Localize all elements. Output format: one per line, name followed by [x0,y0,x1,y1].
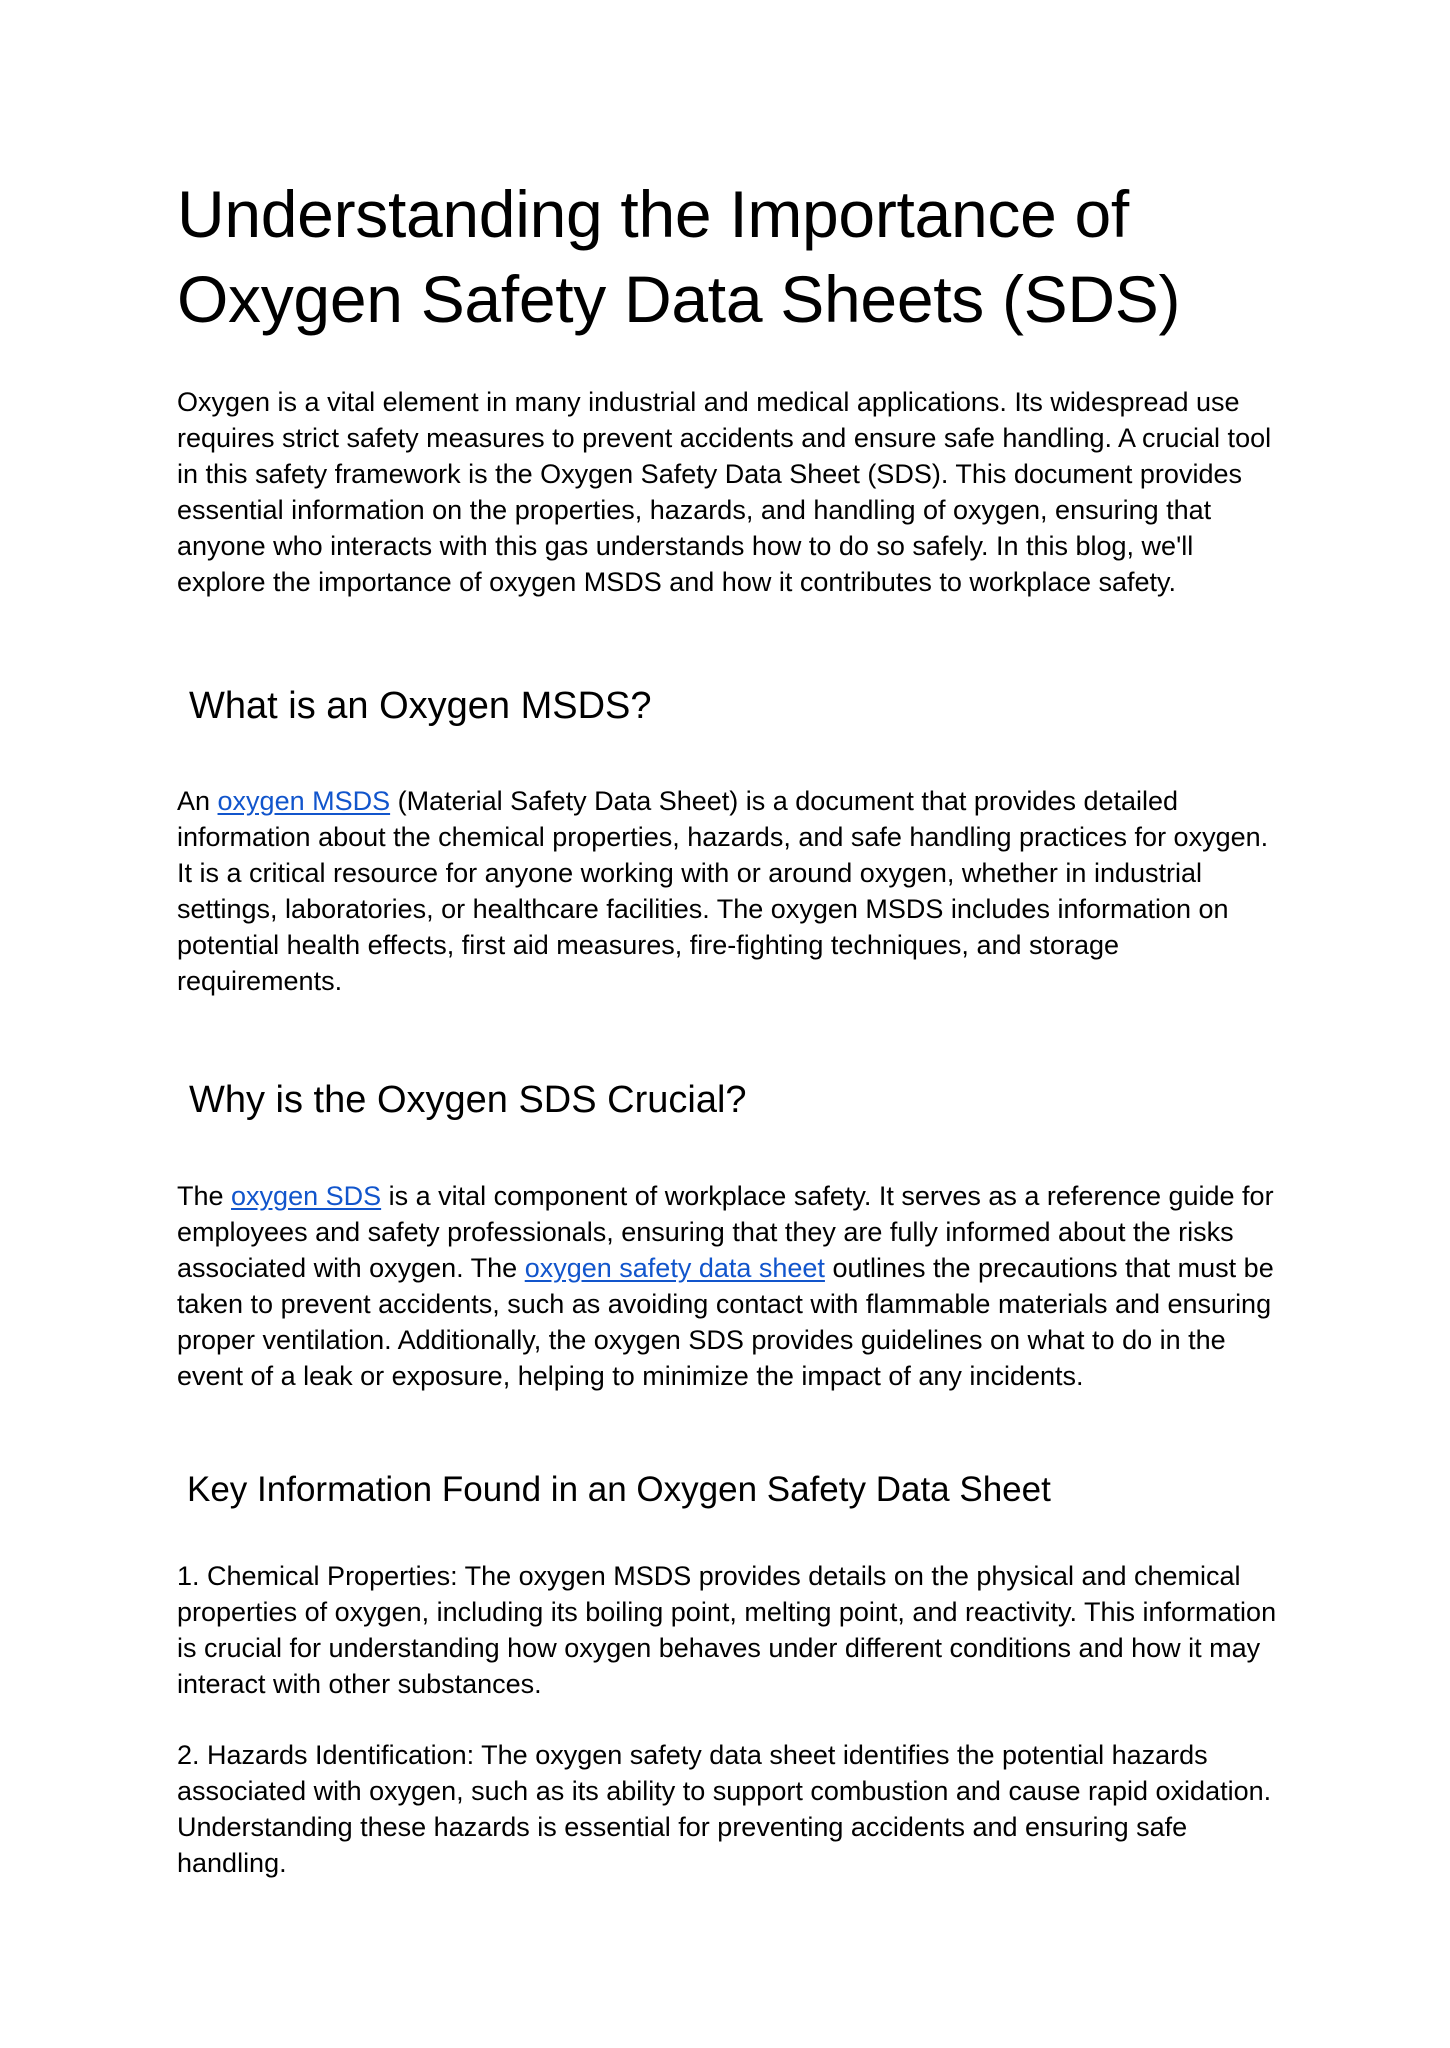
section1-line: It is a critical resource for anyone working with or around oxygen, whether in industrial [177,858,1202,888]
intro-line: Oxygen is a vital element in many industrial and medical applications. Its widespread use [177,387,1240,417]
intro-line: essential information on the properties, hazards, and handling of oxygen, ensuring that [177,495,1212,525]
section1-line: settings, laboratories, or healthcare facilities. The oxygen MSDS includes information on [177,894,1229,924]
section1-line: requirements. [177,966,343,996]
item2-line: associated with oxygen, such as its ability to support combustion and cause rapid oxidation. [177,1776,1272,1806]
section1-line [177,783,1297,819]
section1-line: potential health effects, first aid measures, fire-fighting techniques, and storage [177,930,1120,960]
section2-line: employees and safety professionals, ensuring that they are fully informed about the risks [177,1217,1234,1247]
oxygen-safety-data-sheet-link[interactable]: oxygen safety data sheet [524,1253,825,1283]
section-heading-key-information: Key Information Found in an Oxygen Safety Data Sheet [187,1470,1051,1509]
oxygen-sds-link[interactable]: oxygen SDS [231,1181,382,1211]
intro-line: explore the importance of oxygen MSDS and how it contributes to workplace safety. [177,567,1177,597]
item2-line: 2. Hazards Identification: The oxygen safety data sheet identifies the potential hazards [177,1740,1208,1770]
intro-line: requires strict safety measures to prevent accidents and ensure safe handling. A crucial tool [177,423,1272,453]
item1-line: interact with other substances. [177,1669,542,1699]
section-heading-what-is-msds: What is an Oxygen MSDS? [189,685,652,727]
intro-paragraph [177,384,1297,600]
list-item-hazards-identification [177,1737,1297,1881]
section2-line: proper ventilation. Additionally, the oxygen SDS provides guidelines on what to do in the [177,1325,1226,1355]
list-item-chemical-properties [177,1558,1297,1702]
section2-line: event of a leak or exposure, helping to minimize the impact of any incidents. [177,1361,1084,1391]
item2-line: handling. [177,1848,287,1878]
section2-paragraph [177,1178,1297,1394]
item1-line: is crucial for understanding how oxygen behaves under different conditions and how it may [177,1633,1261,1663]
section-heading-why-crucial: Why is the Oxygen SDS Crucial? [189,1079,747,1121]
text-span: An [177,786,218,816]
section2-line [177,1178,1297,1214]
text-span: (Material Safety Data Sheet) is a document that provides detailed [390,786,1179,816]
intro-line: anyone who interacts with this gas understands how to do so safely. In this blog, we'll [177,531,1194,561]
text-span: is a vital component of workplace safety. It serves as a reference guide for [381,1181,1274,1211]
text-span: associated with oxygen. The [177,1253,525,1283]
title-line-2: Oxygen Safety Data Sheets (SDS) [177,262,1181,336]
page-title [177,172,1287,342]
oxygen-msds-link[interactable]: oxygen MSDS [217,786,391,816]
section1-line: information about the chemical properties, hazards, and safe handling practices for oxygen. [177,822,1269,852]
text-span: outlines the precautions that must be [824,1253,1274,1283]
title-line-1: Understanding the Importance of [177,177,1129,251]
section2-line: taken to prevent accidents, such as avoiding contact with flammable materials and ensuring [177,1289,1272,1319]
item2-line: Understanding these hazards is essential for preventing accidents and ensuring safe [177,1812,1188,1842]
intro-line: in this safety framework is the Oxygen Safety Data Sheet (SDS). This document provides [177,459,1242,489]
section2-line [177,1250,1297,1286]
section1-paragraph [177,783,1297,999]
text-span: The [177,1181,232,1211]
item1-line: properties of oxygen, including its boiling point, melting point, and reactivity. This information [177,1597,1277,1627]
item1-line: 1. Chemical Properties: The oxygen MSDS provides details on the physical and chemical [177,1561,1241,1591]
